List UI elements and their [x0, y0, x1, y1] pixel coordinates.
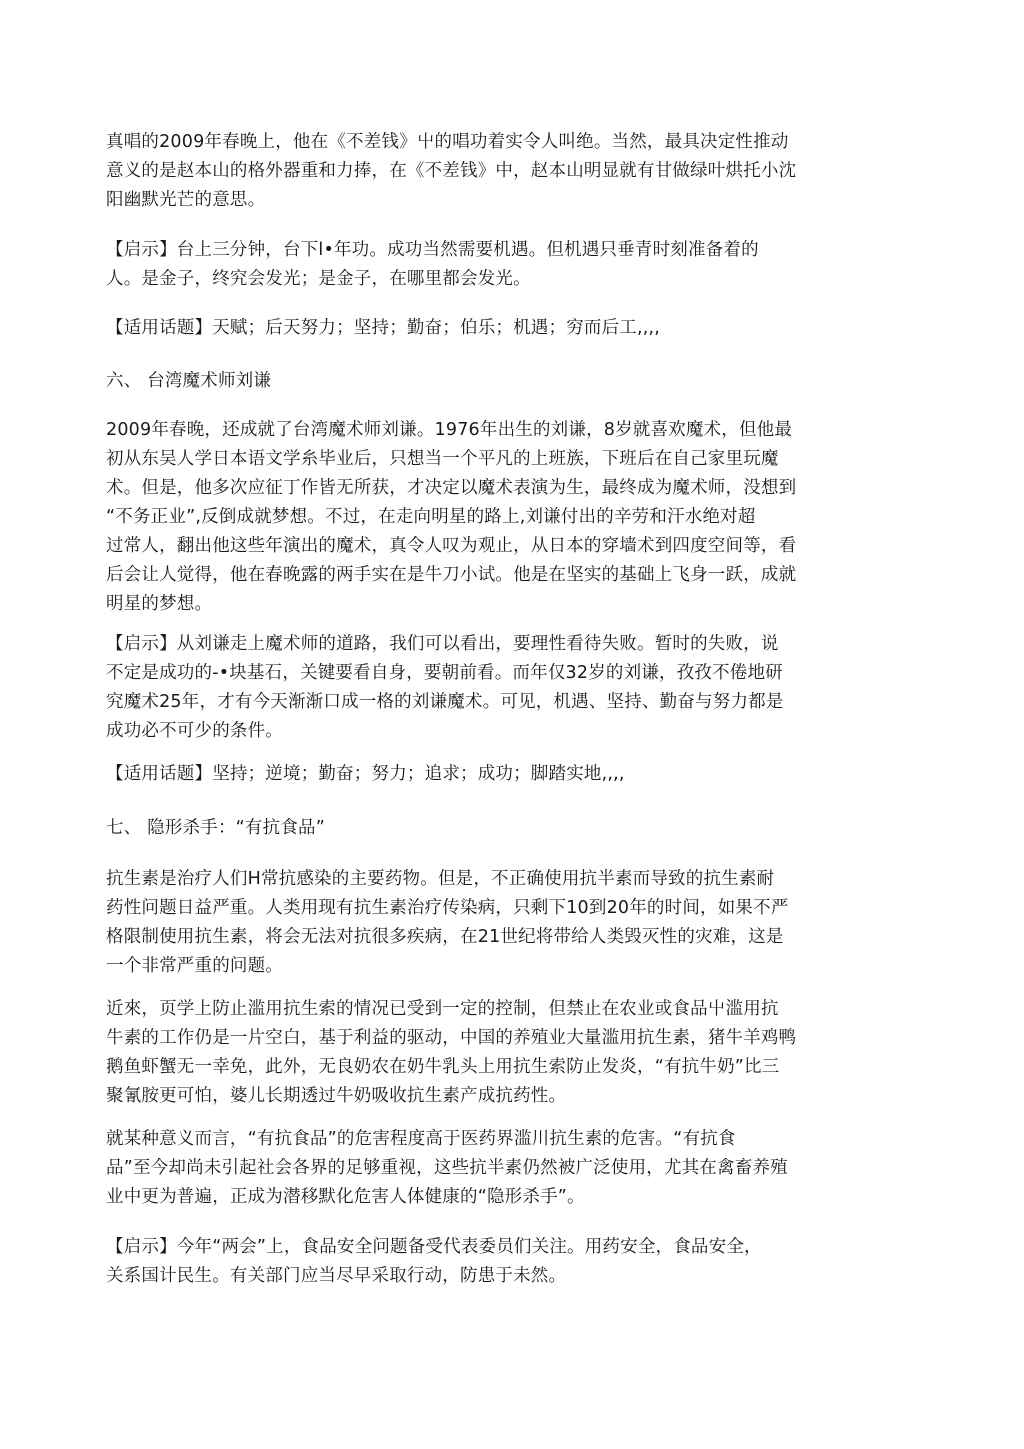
text-line: 【适用话题】坚持；逆境；勤奋；努力；追求；成功；脚踏实地,,,, [106, 764, 625, 784]
text-line: 药性问题日益严重。人类用现有抗生素治疗传染病，只剩下10到20年的时间，如果不严 [106, 898, 789, 918]
text-line: 后会让人觉得，他在春晚露的两手实在是牛刀小试。他是在坚实的基础上飞身一跃，成就 [106, 565, 797, 585]
text-line: 七、 隐形杀手：“有抗食品” [106, 818, 325, 838]
paragraph-liu-qian-story [106, 416, 866, 619]
text-line: 【适用话题】天赋；后天努力；坚持；勤奋；伯乐；机遇；穷而后工,,,, [106, 318, 661, 338]
text-line: 初从东吴人学日本语文学糸毕业后，只想当一个平凡的上班族，下班后在自己家里玩魔 [106, 449, 779, 469]
text-line: 不定是成功的-•块基石，关键要看自身，要朝前看。而年仅32岁的刘谦，孜孜不倦地研 [106, 663, 783, 683]
paragraph-hidden-killer [106, 1125, 866, 1212]
text-line: 术。但是，他多次应征丁作皆无所获，才决定以魔术表演为生，最终成为魔术师，没想到 [106, 478, 797, 498]
text-line: 六、 台湾魔术师刘谦 [106, 371, 272, 391]
section-heading-liu-qian [106, 367, 866, 396]
text-line: 真唱的2009年春晚上，他在《不差钱》屮的唱功着实令人叫绝。当然，最具决定性推动 [106, 132, 789, 152]
section-heading-youkang-shipin [106, 814, 866, 843]
text-line: 业中更为普遍，正成为潜移默化危害人体健康的“隐形杀手”。 [106, 1187, 585, 1207]
text-line: 究魔术25年，才有今天渐渐口成一格的刘谦魔术。可见，机遇、坚持、勤奋与努力都是 [106, 692, 784, 712]
text-line: “不务正业”,反倒成就梦想。不过，在走向明星的路上,刘谦付出的辛劳和汗水绝对超 [106, 507, 756, 527]
paragraph-abuse-control [106, 995, 866, 1111]
paragraph-topics-2 [106, 760, 866, 789]
text-line: 【启示】台上三分钟，台下l•年功。成功当然需要机遇。但机遇只垂青时刻准备着的 [106, 240, 759, 260]
text-line: 鹅鱼虾蟹无一幸免，此外，无良奶农在奶牛乳头上用抗生索防止发炎，“有抗牛奶”比三 [106, 1057, 780, 1077]
text-line: 牛素的工作仍是一片空白，基于利益的驱动，中国的养殖业大量滥用抗生素，猪牛羊鸡鸭 [106, 1028, 797, 1048]
text-line: 品”至今却尚未引起社会各界的足够重视，这些抗半素仍然被广泛使用，尤其在禽畜养殖 [106, 1158, 788, 1178]
paragraph-chunwan-bucha-qian [106, 128, 866, 215]
text-line: 【启示】今年“两会”上，食品安全问题备受代表委员们关注。用药安全，食品安全， [106, 1237, 762, 1257]
paragraph-antibiotics [106, 865, 866, 981]
text-line: 关系国计民生。有关部门应当尽早采取行动，防患于未然。 [106, 1266, 567, 1286]
text-line: 【启示】从刘谦走上魔术师的道路，我们可以看出，要理性看待失败。暂时的失败，说 [106, 634, 779, 654]
paragraph-topics-1 [106, 314, 866, 343]
text-line: 2009年春晚，还成就了台湾魔术师刘谦。1976年出生的刘谦，8岁就喜欢魔术，但他最 [106, 420, 793, 440]
text-line: 就某种意义而言，“有抗食品”的危害程度高于医药界滥川抗生素的危害。“有抗食 [106, 1129, 736, 1149]
text-line: 格限制使用抗生素，将会无法对抗很多疾病，在21世纪将带给人类毁灭性的灾难，这是 [106, 927, 784, 947]
text-line: 一个非常严重的问题。 [106, 956, 283, 976]
text-line: 成功必不可少的条件。 [106, 721, 283, 741]
paragraph-qishi-1 [106, 236, 866, 294]
paragraph-qishi-2 [106, 630, 866, 746]
text-line: 人。是金子，终究会发光；是金子，在哪里都会发光。 [106, 269, 531, 289]
text-line: 过常人，翻出他这些年演出的魔术，真令人叹为观止，从日本的穿墙术到四度空间等，看 [106, 536, 797, 556]
text-line: 抗生素是治疗人们H常抗感染的主要药物。但是，不正确使用抗半素而导致的抗生素耐 [106, 869, 775, 889]
paragraph-qishi-3 [106, 1233, 866, 1291]
text-line: 阳幽默光芒的意思。 [106, 190, 266, 210]
text-line: 明星的梦想。 [106, 594, 213, 614]
text-line: 意义的是赵本山的格外器重和力捧，在《不差钱》中，赵本山明显就有甘做绿叶烘托小沈 [106, 161, 797, 181]
text-line: 近來，页学上防止滥用抗生索的情况已受到一定的控制，但禁止在农业或食品屮滥用抗 [106, 999, 779, 1019]
text-line: 聚氰胺更可怕，婆儿长期透过牛奶吸收抗生素产成抗药性。 [106, 1086, 567, 1106]
